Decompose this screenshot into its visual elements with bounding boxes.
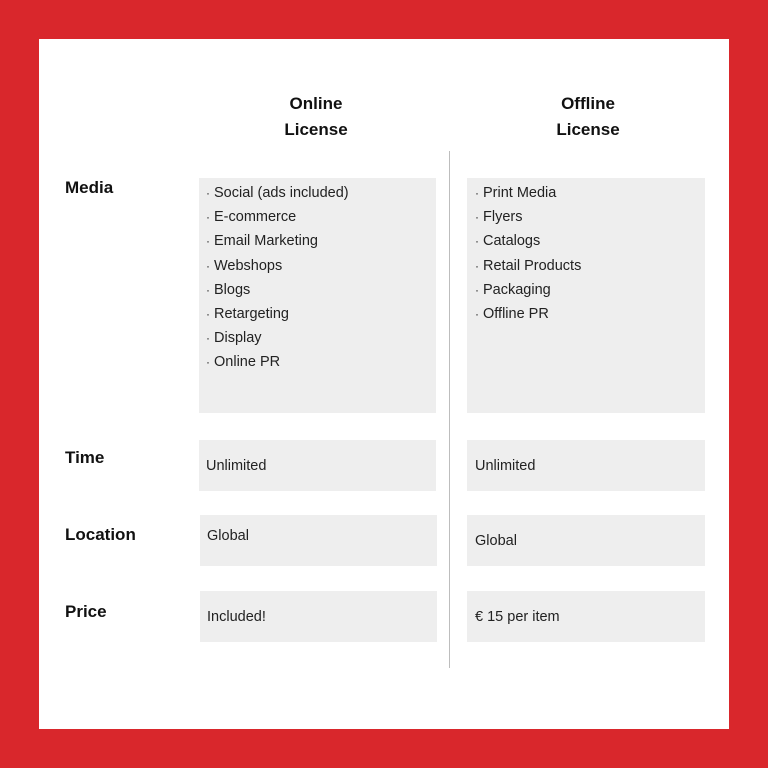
bullet-glyph: · [206, 210, 210, 225]
offline-time-cell: Unlimited [467, 440, 705, 491]
list-item [206, 232, 436, 256]
list-item-label: Blogs [214, 281, 251, 298]
bullet-glyph: · [206, 306, 210, 321]
list-item-label: Packaging [483, 281, 551, 298]
list-item-label: E-commerce [214, 209, 297, 226]
list-item [206, 208, 436, 232]
list-item-label: Display [214, 330, 262, 347]
bullet-glyph: · [206, 234, 210, 249]
list-item-label: Retail Products [483, 257, 582, 274]
list-item [475, 257, 705, 281]
list-item-label: Webshops [214, 257, 283, 274]
offline-license-header-line1: Offline [561, 94, 615, 113]
list-item [206, 184, 436, 208]
online-media-list [206, 184, 436, 378]
list-item [206, 281, 436, 305]
list-item-label: Social (ads included) [214, 185, 349, 201]
bullet-glyph: · [206, 282, 210, 297]
license-comparison-card [39, 39, 729, 729]
bullet-glyph: · [206, 355, 210, 370]
list-item-label: Flyers [483, 209, 523, 226]
list-item-label: Offline PR [483, 305, 549, 322]
offline-license-header [488, 91, 688, 143]
bullet-glyph: · [475, 258, 479, 273]
list-item-label: Catalogs [483, 233, 541, 250]
list-item [206, 257, 436, 281]
list-item-label: Email Marketing [214, 233, 318, 250]
column-divider [449, 151, 450, 668]
offline-media-list [475, 184, 705, 329]
bullet-glyph: · [206, 331, 210, 346]
online-time-cell: Unlimited [199, 440, 436, 491]
time-row-label: Time [65, 448, 105, 467]
offline-media-cell [467, 178, 705, 413]
price-row-label: Price [65, 602, 107, 621]
offline-location-cell: Global [467, 515, 705, 566]
list-item [475, 281, 705, 305]
bullet-glyph: · [475, 186, 479, 200]
bullet-glyph: · [475, 210, 479, 225]
list-item-label: Retargeting [214, 305, 289, 322]
list-item [206, 329, 436, 353]
bullet-glyph: · [475, 282, 479, 297]
online-license-header [216, 91, 416, 143]
location-row-label: Location [65, 525, 136, 544]
bullet-glyph: · [206, 258, 210, 273]
list-item [475, 184, 705, 208]
list-item-label: Print Media [483, 185, 557, 201]
online-price-cell: Included! [200, 591, 437, 642]
offline-price-cell: € 15 per item [467, 591, 705, 642]
list-item [475, 208, 705, 232]
bullet-glyph: · [475, 306, 479, 321]
list-item [206, 305, 436, 329]
bullet-glyph: · [475, 234, 479, 249]
list-item [475, 232, 705, 256]
online-license-header-line2: License [284, 120, 348, 139]
bullet-glyph: · [206, 186, 210, 200]
list-item-label: Online PR [214, 354, 281, 371]
list-item [475, 305, 705, 329]
online-license-header-line1: Online [289, 94, 343, 113]
media-row-label: Media [65, 178, 114, 197]
offline-license-header-line2: License [556, 120, 620, 139]
list-item [206, 353, 436, 377]
online-media-cell [199, 178, 436, 413]
online-location-cell: Global [200, 515, 437, 566]
